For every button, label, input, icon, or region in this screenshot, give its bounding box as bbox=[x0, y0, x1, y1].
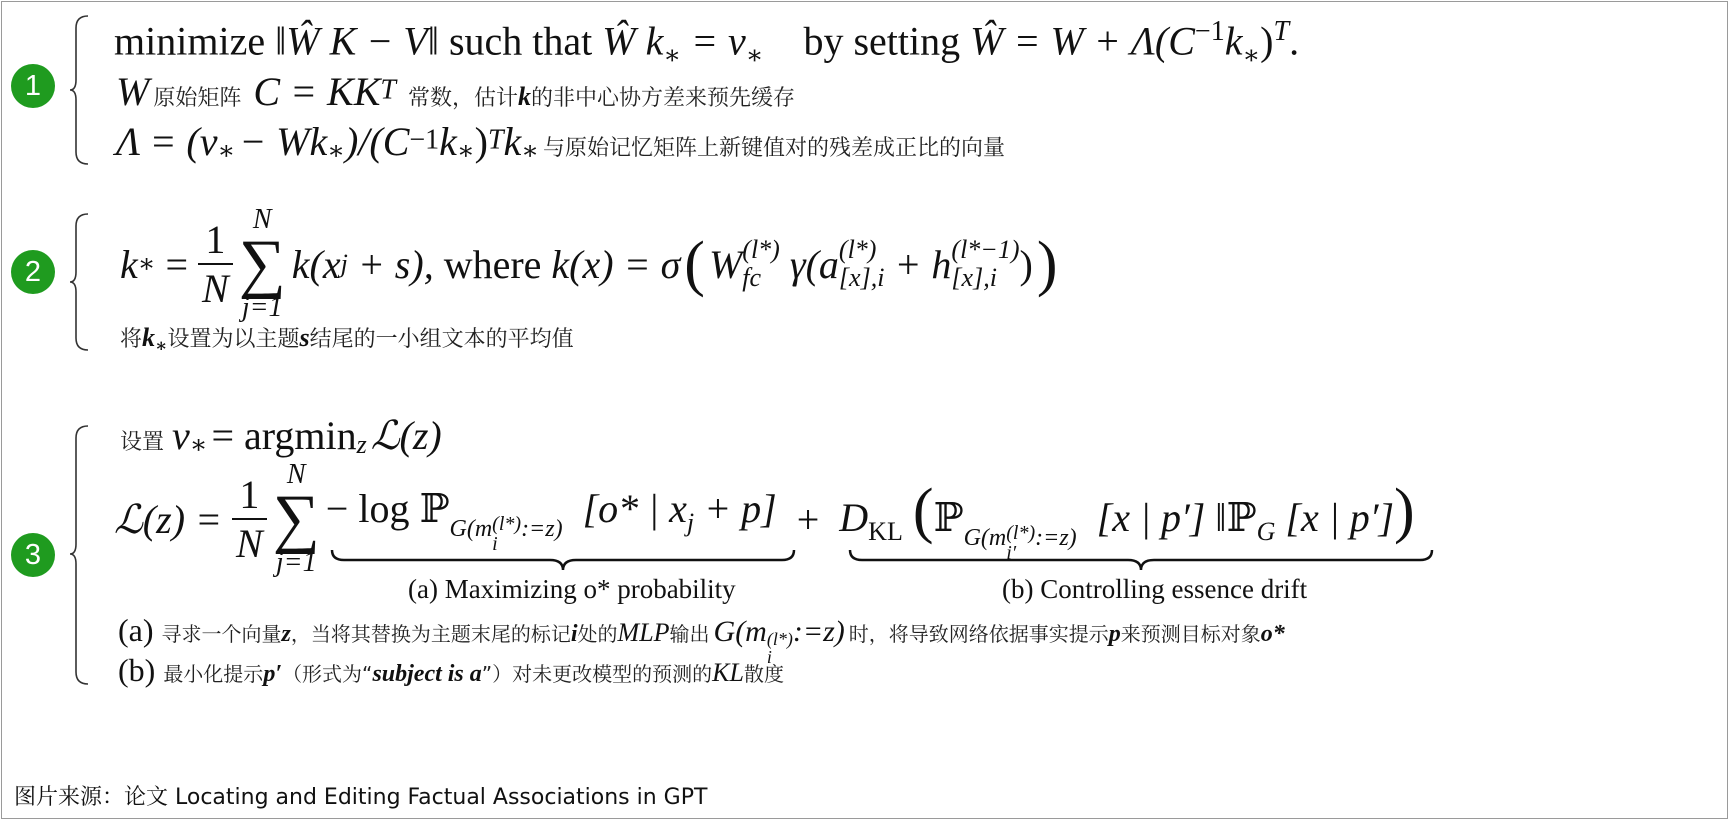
s2-a-scripts bbox=[839, 236, 885, 292]
s1-close: ) bbox=[1260, 18, 1274, 64]
s3-term-a-sub: G(m bbox=[449, 515, 493, 542]
s2-body-j: j bbox=[340, 249, 348, 278]
s3-a-desc5: 时，将导致网络依据事实提示 bbox=[848, 622, 1109, 646]
s3-term-b-P: ℙ bbox=[933, 494, 964, 540]
s1-C-desc-post: 的非中心协方差来预先缓存 bbox=[530, 86, 795, 111]
s3-b-desc1: 最小化提示 bbox=[163, 662, 264, 686]
s2-sum-bot: j=1 bbox=[241, 292, 283, 323]
s3-term-b: $D_{KL}$ (ℙ$_{G(m (l*) i' :=z)}$ [x | p′] ‖ℙ$_G$ [x | p′]) bbox=[839, 476, 1415, 564]
s3-b-subject: subject is a bbox=[372, 661, 482, 687]
s2-eq: = bbox=[165, 241, 188, 287]
s3-a-desc2: ，当将其替换为主题末尾的标记 bbox=[290, 622, 571, 646]
s3-a-G-i: i bbox=[766, 647, 772, 667]
s3-b-desc4: 散度 bbox=[743, 662, 784, 686]
s2-kstar: k bbox=[120, 241, 138, 287]
section-badge-3: 3 bbox=[11, 533, 55, 577]
s3-a-tag: (a) bbox=[118, 612, 154, 648]
s1-such-that: such that bbox=[448, 18, 593, 64]
s3-underbrace-a bbox=[330, 548, 796, 572]
section-badge-2: 2 bbox=[11, 250, 55, 294]
s3-a-desc4: 输出 bbox=[669, 622, 710, 646]
s3-term-b-sub: G(m bbox=[963, 524, 1007, 551]
s2-desc-k: k bbox=[142, 323, 156, 352]
s1-kstar: k bbox=[503, 119, 522, 164]
s3-b-desc3: ”）对未更改模型的预测的 bbox=[481, 662, 713, 686]
s1-dot: . bbox=[1289, 18, 1300, 64]
s3-term-a-sub-i: i bbox=[492, 532, 498, 555]
s2-desc: 将$k_∗$设置为以主题s结尾的一小组文本的平均值 bbox=[120, 323, 574, 356]
s3-v-sub: z bbox=[356, 430, 367, 460]
s3-a-i: i bbox=[570, 621, 578, 647]
s3-underbrace-b bbox=[848, 548, 1434, 572]
s3-frac-den: N bbox=[236, 521, 263, 566]
s2-sum: N ∑ j=1 bbox=[238, 204, 286, 323]
s3-term-b-x2: [x | p′] bbox=[1285, 494, 1395, 540]
s2-where: where bbox=[443, 241, 542, 287]
s3-L-lhs: ℒ(z) = bbox=[114, 496, 223, 542]
s2-h-sup: (l*−1) bbox=[951, 235, 1020, 264]
s1-k2: k bbox=[439, 119, 457, 164]
s2-body: k(x bbox=[291, 241, 341, 287]
s3-a-desc1: 寻求一个向量 bbox=[161, 622, 282, 646]
s1-C-desc-pre: 常数，估计 bbox=[407, 86, 518, 111]
s2-a-sup: (l*) bbox=[838, 235, 877, 264]
s1-setting: Ŵ = W + Λ(C bbox=[970, 18, 1195, 64]
s2-W-sub: fc bbox=[742, 263, 762, 292]
s3-v-L: ℒ(z) bbox=[370, 413, 442, 458]
s3-term-b-x: [x | p′] bbox=[1096, 494, 1206, 540]
s2-desc-mid: 设置为以主题 bbox=[167, 327, 300, 352]
s3-a-z: z bbox=[281, 621, 291, 647]
s2-W: W bbox=[708, 241, 743, 287]
s3-term-a-j: j bbox=[686, 507, 695, 537]
left-brace-1 bbox=[68, 14, 92, 166]
s3-label-b: (b) Controlling essence drift bbox=[1002, 574, 1308, 604]
s3-a-G-end: :=z) bbox=[792, 615, 845, 648]
s3-label-a: (a) Maximizing o* probability bbox=[408, 574, 736, 604]
s3-set-label: 设置 bbox=[120, 430, 165, 455]
s2-kx: k(x) = σ bbox=[551, 241, 681, 287]
s3-b-desc2: （形式为“ bbox=[282, 662, 373, 686]
s3-term-a-end: + p] bbox=[704, 485, 777, 531]
section-badge-1: 1 bbox=[11, 64, 55, 108]
s1-line1: minimize ‖Ŵ K − V‖ such that Ŵ $k_∗ = v_∗$ by setting Ŵ = $W + \Lambda(C^{-1}k_∗)^T$. bbox=[114, 16, 1300, 70]
s1-T: T bbox=[1273, 16, 1290, 47]
s1-line2 bbox=[116, 68, 795, 115]
s3-term-b-KL: KL bbox=[868, 516, 903, 546]
s2-formula: k ∗ = $\frac{1}{N}$ N ∑ j=1 k(x j + s), where k(x) = σ ( W (l*) fc γ(a (l*) [x],i + h (l*−1) [x],i ) ) bbox=[120, 204, 1058, 323]
s2-body-rest: + s), bbox=[357, 241, 434, 287]
s3-term-a-sub-sup: (l*) bbox=[492, 512, 522, 535]
left-brace-3 bbox=[68, 424, 92, 686]
s2-plus-h: + h bbox=[894, 241, 952, 287]
left-brace-2 bbox=[68, 212, 92, 352]
s3-term-a bbox=[326, 485, 777, 554]
s2-gamma: γ(a bbox=[789, 241, 839, 287]
s3-b-KL: KL bbox=[712, 658, 744, 687]
s2-close: ) bbox=[1019, 241, 1033, 287]
s2-W-sup: (l*) bbox=[742, 235, 780, 264]
s1-inv: −1 bbox=[1194, 16, 1225, 47]
s3-term-a-bracket: [o* | x bbox=[582, 485, 687, 531]
s3-a-p: p bbox=[1108, 621, 1121, 647]
s3-v-line: 设置 v∗ = argminz ℒ(z) bbox=[120, 413, 442, 460]
s1-k: k bbox=[1224, 18, 1243, 64]
s3-term-a-sub-end: :=z) bbox=[521, 515, 563, 542]
s2-a-sub: [x],i bbox=[838, 263, 885, 292]
s1-constraint: Ŵ k bbox=[602, 18, 664, 64]
s3-b-p: p′ bbox=[263, 661, 283, 687]
s1-C-desc-k: k bbox=[517, 82, 531, 111]
s3-a-G: G(m bbox=[713, 615, 767, 648]
s2-h-sub: [x],i bbox=[951, 263, 997, 292]
s1-W: W bbox=[116, 69, 150, 114]
s2-frac-num: 1 bbox=[198, 216, 233, 265]
s1-lambda: Λ = (v bbox=[116, 119, 218, 164]
s1-norm: ‖Ŵ K − V‖ bbox=[275, 18, 439, 64]
s2-desc-post: 结尾的一小组文本的平均值 bbox=[309, 327, 574, 352]
s3-sum: N ∑ j=1 bbox=[272, 459, 320, 578]
s3-term-b-sub-end: :=z) bbox=[1035, 524, 1077, 551]
s3-a-mlp: MLP bbox=[617, 618, 670, 647]
s1-div: )/(C bbox=[344, 119, 410, 164]
source-caption: 图片来源：论文 Locating and Editing Factual Associations in GPT bbox=[14, 785, 708, 810]
s1-by-setting: by setting bbox=[803, 18, 961, 64]
s1-line3: Λ = (v∗ − Wk∗)/(C−1k∗)Tk∗ 与原始记忆矩阵上新键值对的残差成正比的向量 bbox=[116, 119, 1005, 166]
s2-h-scripts bbox=[951, 236, 1019, 292]
s3-desc-b bbox=[118, 652, 784, 689]
s3-frac-num: 1 bbox=[232, 471, 267, 520]
s2-fraction bbox=[198, 216, 233, 312]
s3-plus: + bbox=[796, 496, 820, 542]
s1-minus: − Wk bbox=[239, 119, 328, 164]
s1-inv2: −1 bbox=[409, 124, 440, 156]
s1-T2: T bbox=[487, 124, 504, 156]
s3-a-G-sup: (l*) bbox=[766, 629, 793, 649]
s2-desc-s: s bbox=[299, 323, 310, 352]
s1-minimize: minimize bbox=[114, 18, 266, 64]
s3-term-b-sub-i: i′ bbox=[1006, 541, 1017, 564]
s3-term-a-pre: − log ℙ bbox=[325, 485, 450, 531]
s3-sum-bot: j=1 bbox=[275, 547, 317, 578]
s3-b-tag: (b) bbox=[118, 652, 156, 688]
s3-v: v bbox=[172, 413, 190, 458]
s2-W-scripts bbox=[742, 236, 780, 292]
s3-term-b-sub-sup: (l*) bbox=[1006, 521, 1036, 544]
s3-term-b-G: G bbox=[1256, 516, 1276, 546]
s3-a-desc6: 来预测目标对象 bbox=[1120, 622, 1261, 646]
s3-a-desc3: 处的 bbox=[577, 622, 618, 646]
s3-fraction bbox=[232, 471, 267, 567]
s1-lambda-desc: 与原始记忆矩阵上新键值对的残差成正比的向量 bbox=[542, 136, 1005, 161]
s1-C: C = KK bbox=[253, 69, 381, 114]
s2-sum-top: N bbox=[252, 204, 272, 235]
s1-W-desc: 原始矩阵 bbox=[153, 86, 242, 111]
s3-term-b-PG: ‖ℙ bbox=[1215, 494, 1257, 540]
s3-term-b-D: D bbox=[839, 494, 869, 540]
s2-desc-pre: 将 bbox=[120, 327, 143, 352]
s2-frac-den: N bbox=[202, 266, 229, 311]
s3-a-o: o* bbox=[1260, 621, 1285, 647]
s3-sum-top: N bbox=[286, 459, 306, 490]
s1-constraint-eq: = v bbox=[691, 18, 746, 64]
s3-v-eq: = argmin bbox=[211, 413, 357, 458]
s1-C-T: T bbox=[380, 74, 396, 106]
